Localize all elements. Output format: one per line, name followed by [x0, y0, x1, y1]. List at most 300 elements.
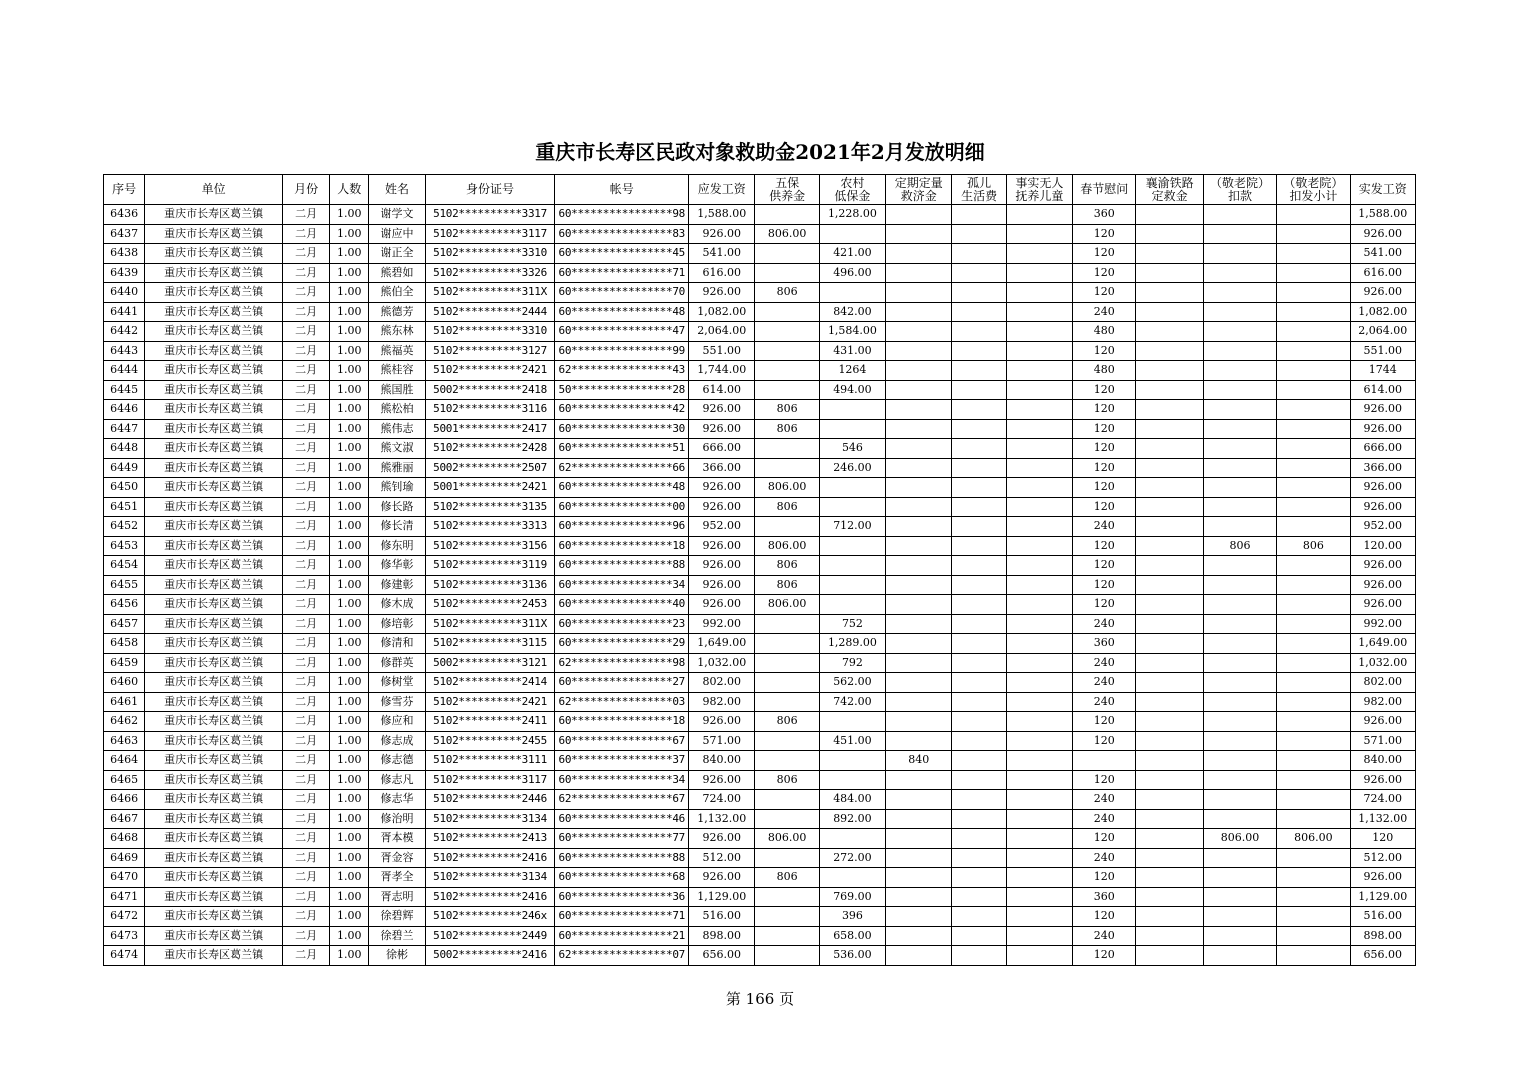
cell-name: 徐碧辉 — [369, 907, 425, 927]
cell-index: 6453 — [104, 536, 145, 556]
cell-wubao-support — [755, 926, 819, 946]
cell-festival-bonus: 120 — [1073, 341, 1136, 361]
cell-account: 60****************46 — [555, 809, 689, 829]
cell-name: 修应和 — [369, 712, 425, 732]
cell-gross-pay: 1,588.00 — [689, 205, 755, 225]
cell-unit: 重庆市长寿区葛兰镇 — [145, 517, 283, 537]
cell-unattended-child — [1006, 809, 1072, 829]
cell-festival-bonus: 120 — [1073, 770, 1136, 790]
cell-gross-pay: 1,744.00 — [689, 361, 755, 381]
cell-month: 二月 — [282, 575, 329, 595]
cell-net-pay: 926.00 — [1350, 419, 1415, 439]
cell-regular-relief — [886, 848, 952, 868]
cell-month: 二月 — [282, 712, 329, 732]
cell-id-number: 5102**********3317 — [425, 205, 555, 225]
cell-month: 二月 — [282, 731, 329, 751]
cell-nursing-deduction-subtotal — [1277, 205, 1350, 225]
cell-nursing-deduction — [1203, 224, 1276, 244]
table-row — [104, 536, 1416, 556]
cell-index: 6447 — [104, 419, 145, 439]
cell-account: 60****************21 — [555, 926, 689, 946]
cell-festival-bonus: 120 — [1073, 556, 1136, 576]
cell-account: 60****************29 — [555, 634, 689, 654]
cell-count: 1.00 — [330, 829, 369, 849]
cell-id-number: 5102**********2455 — [425, 731, 555, 751]
cell-id-number: 5102**********3134 — [425, 809, 555, 829]
cell-count: 1.00 — [330, 653, 369, 673]
cell-nursing-deduction-subtotal — [1277, 653, 1350, 673]
table-row — [104, 556, 1416, 576]
cell-account: 60****************71 — [555, 907, 689, 927]
cell-nursing-deduction — [1203, 790, 1276, 810]
cell-festival-bonus: 480 — [1073, 361, 1136, 381]
cell-wubao-support — [755, 302, 819, 322]
cell-gross-pay: 551.00 — [689, 341, 755, 361]
cell-month: 二月 — [282, 478, 329, 498]
cell-count: 1.00 — [330, 712, 369, 732]
table-header-row — [104, 175, 1416, 205]
cell-index: 6439 — [104, 263, 145, 283]
cell-orphan-allowance — [952, 322, 1006, 342]
cell-unit: 重庆市长寿区葛兰镇 — [145, 712, 283, 732]
cell-unattended-child — [1006, 458, 1072, 478]
cell-unit: 重庆市长寿区葛兰镇 — [145, 244, 283, 264]
cell-name: 修志华 — [369, 790, 425, 810]
cell-net-pay: 724.00 — [1350, 790, 1415, 810]
cell-index: 6442 — [104, 322, 145, 342]
cell-dibao: 769.00 — [819, 887, 885, 907]
cell-nursing-deduction — [1203, 497, 1276, 517]
cell-regular-relief — [886, 283, 952, 303]
cell-nursing-deduction — [1203, 634, 1276, 654]
table-row — [104, 692, 1416, 712]
cell-wubao-support — [755, 380, 819, 400]
cell-name: 修长路 — [369, 497, 425, 517]
cell-regular-relief — [886, 517, 952, 537]
cell-wubao-support — [755, 517, 819, 537]
cell-regular-relief — [886, 575, 952, 595]
cell-index: 6471 — [104, 887, 145, 907]
cell-name: 熊文淑 — [369, 439, 425, 459]
cell-nursing-deduction-subtotal — [1277, 868, 1350, 888]
cell-id-number: 5102**********3111 — [425, 751, 555, 771]
cell-orphan-allowance — [952, 614, 1006, 634]
cell-unattended-child — [1006, 341, 1072, 361]
cell-net-pay: 926.00 — [1350, 712, 1415, 732]
cell-unit: 重庆市长寿区葛兰镇 — [145, 205, 283, 225]
cell-nursing-deduction — [1203, 712, 1276, 732]
cell-festival-bonus: 120 — [1073, 497, 1136, 517]
cell-railway-relief — [1136, 575, 1203, 595]
cell-count: 1.00 — [330, 517, 369, 537]
cell-unit: 重庆市长寿区葛兰镇 — [145, 341, 283, 361]
cell-festival-bonus: 120 — [1073, 712, 1136, 732]
cell-orphan-allowance — [952, 731, 1006, 751]
cell-nursing-deduction-subtotal — [1277, 400, 1350, 420]
cell-index: 6445 — [104, 380, 145, 400]
cell-account: 60****************88 — [555, 556, 689, 576]
cell-regular-relief — [886, 322, 952, 342]
cell-gross-pay: 926.00 — [689, 497, 755, 517]
cell-net-pay: 952.00 — [1350, 517, 1415, 537]
cell-nursing-deduction-subtotal — [1277, 322, 1350, 342]
cell-month: 二月 — [282, 341, 329, 361]
cell-railway-relief — [1136, 614, 1203, 634]
cell-unattended-child — [1006, 712, 1072, 732]
cell-index: 6469 — [104, 848, 145, 868]
cell-net-pay: 926.00 — [1350, 575, 1415, 595]
cell-unit: 重庆市长寿区葛兰镇 — [145, 224, 283, 244]
cell-orphan-allowance — [952, 244, 1006, 264]
cell-gross-pay: 571.00 — [689, 731, 755, 751]
cell-railway-relief — [1136, 790, 1203, 810]
cell-count: 1.00 — [330, 790, 369, 810]
cell-gross-pay: 992.00 — [689, 614, 755, 634]
cell-index: 6437 — [104, 224, 145, 244]
cell-unit: 重庆市长寿区葛兰镇 — [145, 497, 283, 517]
cell-count: 1.00 — [330, 224, 369, 244]
cell-nursing-deduction: 806.00 — [1203, 829, 1276, 849]
cell-railway-relief — [1136, 887, 1203, 907]
cell-regular-relief — [886, 341, 952, 361]
cell-name: 胥本模 — [369, 829, 425, 849]
cell-account: 50****************28 — [555, 380, 689, 400]
cell-railway-relief — [1136, 731, 1203, 751]
cell-index: 6450 — [104, 478, 145, 498]
cell-wubao-support: 806 — [755, 400, 819, 420]
cell-railway-relief — [1136, 497, 1203, 517]
cell-orphan-allowance — [952, 673, 1006, 693]
table-row — [104, 322, 1416, 342]
cell-unattended-child — [1006, 634, 1072, 654]
cell-festival-bonus: 120 — [1073, 458, 1136, 478]
cell-net-pay: 541.00 — [1350, 244, 1415, 264]
cell-name: 熊松柏 — [369, 400, 425, 420]
cell-account: 60****************71 — [555, 263, 689, 283]
table-row — [104, 302, 1416, 322]
cell-orphan-allowance — [952, 478, 1006, 498]
cell-unattended-child — [1006, 848, 1072, 868]
cell-gross-pay: 541.00 — [689, 244, 755, 264]
cell-nursing-deduction — [1203, 575, 1276, 595]
cell-account: 60****************18 — [555, 712, 689, 732]
cell-account: 62****************98 — [555, 653, 689, 673]
cell-festival-bonus: 240 — [1073, 653, 1136, 673]
cell-orphan-allowance — [952, 926, 1006, 946]
cell-month: 二月 — [282, 400, 329, 420]
cell-id-number: 5102**********3326 — [425, 263, 555, 283]
cell-unit: 重庆市长寿区葛兰镇 — [145, 926, 283, 946]
cell-railway-relief — [1136, 634, 1203, 654]
cell-orphan-allowance — [952, 205, 1006, 225]
cell-dibao — [819, 283, 885, 303]
cell-railway-relief — [1136, 809, 1203, 829]
cell-index: 6451 — [104, 497, 145, 517]
cell-wubao-support: 806 — [755, 770, 819, 790]
cell-net-pay: 926.00 — [1350, 770, 1415, 790]
cell-count: 1.00 — [330, 926, 369, 946]
cell-count: 1.00 — [330, 263, 369, 283]
cell-festival-bonus: 120 — [1073, 478, 1136, 498]
cell-wubao-support — [755, 673, 819, 693]
cell-month: 二月 — [282, 926, 329, 946]
cell-gross-pay: 1,082.00 — [689, 302, 755, 322]
cell-unit: 重庆市长寿区葛兰镇 — [145, 263, 283, 283]
cell-orphan-allowance — [952, 224, 1006, 244]
cell-gross-pay: 512.00 — [689, 848, 755, 868]
cell-name: 修木成 — [369, 595, 425, 615]
cell-count: 1.00 — [330, 595, 369, 615]
cell-festival-bonus: 120 — [1073, 439, 1136, 459]
cell-id-number: 5001**********2421 — [425, 478, 555, 498]
cell-unattended-child — [1006, 926, 1072, 946]
cell-count: 1.00 — [330, 458, 369, 478]
cell-nursing-deduction-subtotal — [1277, 751, 1350, 771]
cell-gross-pay: 926.00 — [689, 400, 755, 420]
cell-name: 修建彰 — [369, 575, 425, 595]
cell-nursing-deduction: 806 — [1203, 536, 1276, 556]
table-row — [104, 946, 1416, 966]
cell-unattended-child — [1006, 283, 1072, 303]
cell-nursing-deduction-subtotal — [1277, 517, 1350, 537]
cell-orphan-allowance — [952, 946, 1006, 966]
cell-dibao: 1,584.00 — [819, 322, 885, 342]
cell-count: 1.00 — [330, 244, 369, 264]
table-row — [104, 829, 1416, 849]
cell-name: 徐彬 — [369, 946, 425, 966]
cell-regular-relief — [886, 556, 952, 576]
cell-count: 1.00 — [330, 341, 369, 361]
cell-month: 二月 — [282, 361, 329, 381]
cell-id-number: 5002**********2418 — [425, 380, 555, 400]
cell-gross-pay: 926.00 — [689, 829, 755, 849]
cell-wubao-support — [755, 731, 819, 751]
cell-id-number: 5102**********3136 — [425, 575, 555, 595]
cell-regular-relief — [886, 595, 952, 615]
cell-id-number: 5102**********3310 — [425, 244, 555, 264]
cell-index: 6448 — [104, 439, 145, 459]
cell-net-pay: 1,588.00 — [1350, 205, 1415, 225]
cell-festival-bonus: 120 — [1073, 380, 1136, 400]
cell-month: 二月 — [282, 887, 329, 907]
cell-orphan-allowance — [952, 263, 1006, 283]
table-row — [104, 458, 1416, 478]
cell-index: 6443 — [104, 341, 145, 361]
cell-nursing-deduction — [1203, 946, 1276, 966]
cell-index: 6446 — [104, 400, 145, 420]
cell-nursing-deduction-subtotal — [1277, 848, 1350, 868]
cell-nursing-deduction-subtotal — [1277, 946, 1350, 966]
cell-name: 熊德芳 — [369, 302, 425, 322]
cell-net-pay: 982.00 — [1350, 692, 1415, 712]
cell-name: 修雪芬 — [369, 692, 425, 712]
cell-month: 二月 — [282, 614, 329, 634]
cell-nursing-deduction — [1203, 263, 1276, 283]
cell-festival-bonus: 240 — [1073, 517, 1136, 537]
cell-month: 二月 — [282, 536, 329, 556]
cell-unattended-child — [1006, 380, 1072, 400]
cell-dibao: 494.00 — [819, 380, 885, 400]
cell-orphan-allowance — [952, 653, 1006, 673]
cell-net-pay: 120.00 — [1350, 536, 1415, 556]
cell-unattended-child — [1006, 653, 1072, 673]
cell-railway-relief — [1136, 673, 1203, 693]
cell-nursing-deduction — [1203, 478, 1276, 498]
cell-id-number: 5102**********2428 — [425, 439, 555, 459]
cell-net-pay: 512.00 — [1350, 848, 1415, 868]
cell-unit: 重庆市长寿区葛兰镇 — [145, 536, 283, 556]
cell-dibao: 792 — [819, 653, 885, 673]
cell-net-pay: 926.00 — [1350, 478, 1415, 498]
cell-nursing-deduction — [1203, 751, 1276, 771]
cell-nursing-deduction-subtotal — [1277, 712, 1350, 732]
cell-account: 60****************23 — [555, 614, 689, 634]
cell-index: 6466 — [104, 790, 145, 810]
cell-festival-bonus: 240 — [1073, 926, 1136, 946]
cell-dibao — [819, 556, 885, 576]
cell-nursing-deduction-subtotal — [1277, 419, 1350, 439]
cell-nursing-deduction — [1203, 673, 1276, 693]
cell-wubao-support: 806 — [755, 283, 819, 303]
cell-net-pay: 571.00 — [1350, 731, 1415, 751]
cell-name: 修清和 — [369, 634, 425, 654]
cell-name: 谢应中 — [369, 224, 425, 244]
cell-count: 1.00 — [330, 673, 369, 693]
cell-account: 60****************70 — [555, 283, 689, 303]
cell-month: 二月 — [282, 770, 329, 790]
cell-wubao-support: 806 — [755, 556, 819, 576]
cell-wubao-support — [755, 653, 819, 673]
cell-unit: 重庆市长寿区葛兰镇 — [145, 653, 283, 673]
cell-regular-relief — [886, 790, 952, 810]
cell-month: 二月 — [282, 809, 329, 829]
cell-nursing-deduction-subtotal — [1277, 458, 1350, 478]
cell-festival-bonus: 240 — [1073, 302, 1136, 322]
cell-account: 60****************99 — [555, 341, 689, 361]
cell-net-pay: 516.00 — [1350, 907, 1415, 927]
cell-railway-relief — [1136, 517, 1203, 537]
cell-dibao — [819, 497, 885, 517]
cell-name: 熊东林 — [369, 322, 425, 342]
cell-gross-pay: 926.00 — [689, 575, 755, 595]
cell-orphan-allowance — [952, 692, 1006, 712]
cell-name: 徐碧兰 — [369, 926, 425, 946]
cell-name: 熊雅丽 — [369, 458, 425, 478]
cell-nursing-deduction-subtotal — [1277, 692, 1350, 712]
cell-unit: 重庆市长寿区葛兰镇 — [145, 673, 283, 693]
cell-dibao: 1,289.00 — [819, 634, 885, 654]
relief-fund-table — [103, 174, 1416, 966]
cell-month: 二月 — [282, 283, 329, 303]
cell-nursing-deduction-subtotal — [1277, 497, 1350, 517]
cell-orphan-allowance — [952, 458, 1006, 478]
column-header-unattended-child: 事实无人 抚养儿童 — [1006, 175, 1072, 205]
cell-wubao-support — [755, 205, 819, 225]
cell-id-number: 5102**********246x — [425, 907, 555, 927]
cell-regular-relief — [886, 614, 952, 634]
cell-month: 二月 — [282, 946, 329, 966]
cell-net-pay: 1,129.00 — [1350, 887, 1415, 907]
cell-wubao-support — [755, 907, 819, 927]
cell-unattended-child — [1006, 400, 1072, 420]
cell-id-number: 5102**********311X — [425, 283, 555, 303]
cell-railway-relief — [1136, 244, 1203, 264]
cell-unit: 重庆市长寿区葛兰镇 — [145, 400, 283, 420]
cell-festival-bonus: 120 — [1073, 946, 1136, 966]
column-header-month: 月份 — [282, 175, 329, 205]
cell-net-pay: 2,064.00 — [1350, 322, 1415, 342]
cell-railway-relief — [1136, 926, 1203, 946]
cell-id-number: 5001**********2417 — [425, 419, 555, 439]
cell-railway-relief — [1136, 322, 1203, 342]
cell-festival-bonus: 360 — [1073, 205, 1136, 225]
cell-railway-relief — [1136, 380, 1203, 400]
cell-festival-bonus: 120 — [1073, 868, 1136, 888]
cell-gross-pay: 982.00 — [689, 692, 755, 712]
cell-index: 6449 — [104, 458, 145, 478]
cell-festival-bonus: 240 — [1073, 809, 1136, 829]
cell-account: 60****************67 — [555, 731, 689, 751]
cell-nursing-deduction — [1203, 868, 1276, 888]
column-header-name: 姓名 — [369, 175, 425, 205]
cell-railway-relief — [1136, 283, 1203, 303]
table-row — [104, 926, 1416, 946]
cell-regular-relief — [886, 887, 952, 907]
cell-dibao: 658.00 — [819, 926, 885, 946]
cell-unit: 重庆市长寿区葛兰镇 — [145, 809, 283, 829]
cell-nursing-deduction — [1203, 731, 1276, 751]
cell-unattended-child — [1006, 751, 1072, 771]
cell-wubao-support — [755, 439, 819, 459]
cell-index: 6440 — [104, 283, 145, 303]
cell-wubao-support: 806 — [755, 868, 819, 888]
cell-account: 62****************03 — [555, 692, 689, 712]
cell-index: 6472 — [104, 907, 145, 927]
cell-gross-pay: 724.00 — [689, 790, 755, 810]
cell-name: 熊国胜 — [369, 380, 425, 400]
cell-gross-pay: 952.00 — [689, 517, 755, 537]
table-row — [104, 673, 1416, 693]
cell-dibao — [819, 575, 885, 595]
cell-count: 1.00 — [330, 731, 369, 751]
cell-count: 1.00 — [330, 868, 369, 888]
column-header-unit: 单位 — [145, 175, 283, 205]
cell-count: 1.00 — [330, 322, 369, 342]
cell-unit: 重庆市长寿区葛兰镇 — [145, 595, 283, 615]
cell-index: 6463 — [104, 731, 145, 751]
cell-nursing-deduction — [1203, 283, 1276, 303]
cell-railway-relief — [1136, 848, 1203, 868]
cell-unattended-child — [1006, 907, 1072, 927]
cell-net-pay: 1744 — [1350, 361, 1415, 381]
cell-nursing-deduction — [1203, 907, 1276, 927]
cell-month: 二月 — [282, 751, 329, 771]
cell-nursing-deduction-subtotal: 806.00 — [1277, 829, 1350, 849]
cell-unattended-child — [1006, 224, 1072, 244]
cell-gross-pay: 366.00 — [689, 458, 755, 478]
cell-unit: 重庆市长寿区葛兰镇 — [145, 634, 283, 654]
cell-index: 6465 — [104, 770, 145, 790]
cell-unattended-child — [1006, 536, 1072, 556]
cell-orphan-allowance — [952, 770, 1006, 790]
cell-festival-bonus: 120 — [1073, 536, 1136, 556]
cell-nursing-deduction-subtotal — [1277, 380, 1350, 400]
cell-railway-relief — [1136, 907, 1203, 927]
cell-dibao: 272.00 — [819, 848, 885, 868]
cell-name: 修治明 — [369, 809, 425, 829]
cell-nursing-deduction — [1203, 380, 1276, 400]
cell-id-number: 5102**********2416 — [425, 848, 555, 868]
